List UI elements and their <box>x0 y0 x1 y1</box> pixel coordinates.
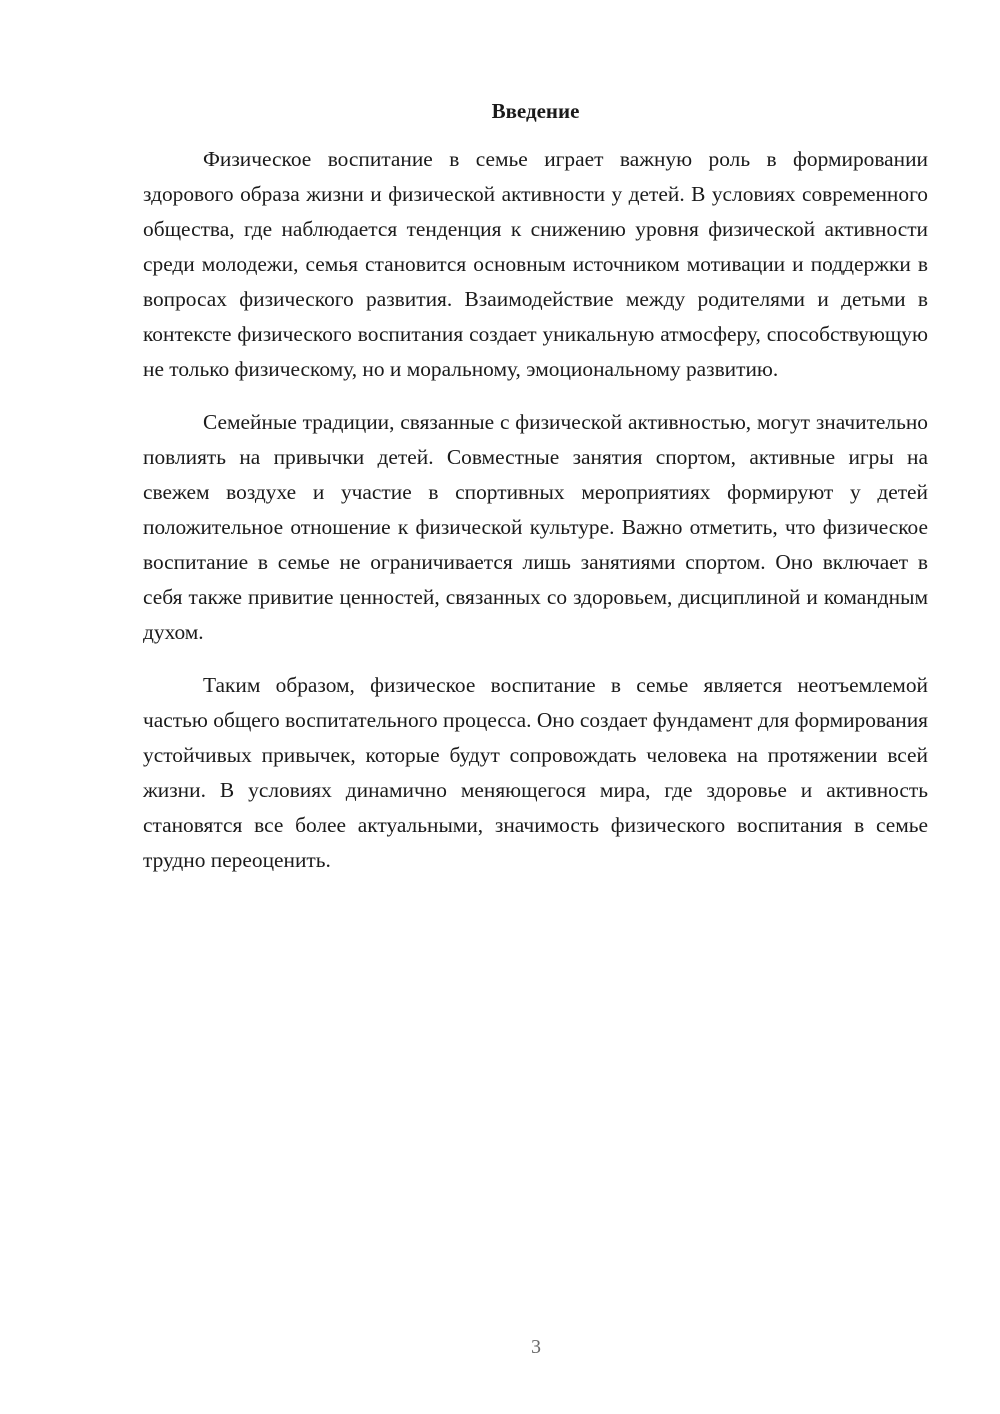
section-heading: Введение <box>491 99 580 123</box>
page-number: 3 <box>531 1336 541 1358</box>
paragraph-1: Физическое воспитание в семье играет важную роль в формировании здорового образа жизни и физической активности у детей. В условиях современного общества, где наблюдается тенденция к снижению уровня физической активности среди молодежи, семья становится основным источником мотивации и поддержки в вопросах физического развития. Взаимодействие между родителями и детьми в контексте физического воспитания создает уникальную атмосферу, способствующую не только физическому, но и моральному, эмоциональному развитию. <box>143 147 928 381</box>
paragraph-2: Семейные традиции, связанные с физической активностью, могут значительно повлиять на привычки детей. Совместные занятия спортом, активные игры на свежем воздухе и участие в спортивных мероприятиях формируют у детей положительное отношение к физической культуре. Важно отметить, что физическое воспитание в семье не ограничивается лишь занятиями спортом. Оно включает в себя также привитие ценностей, связанных со здоровьем, дисциплиной и командным духом. <box>143 410 928 644</box>
paragraph-3: Таким образом, физическое воспитание в семье является неотъемлемой частью общего воспитательного процесса. Оно создает фундамент для формирования устойчивых привычек, которые будут сопровождать человека на протяжении всей жизни. В условиях динамично меняющегося мира, где здоровье и активность становятся все более актуальными, значимость физического воспитания в семье трудно переоценить. <box>143 673 928 872</box>
page-content <box>143 96 928 878</box>
